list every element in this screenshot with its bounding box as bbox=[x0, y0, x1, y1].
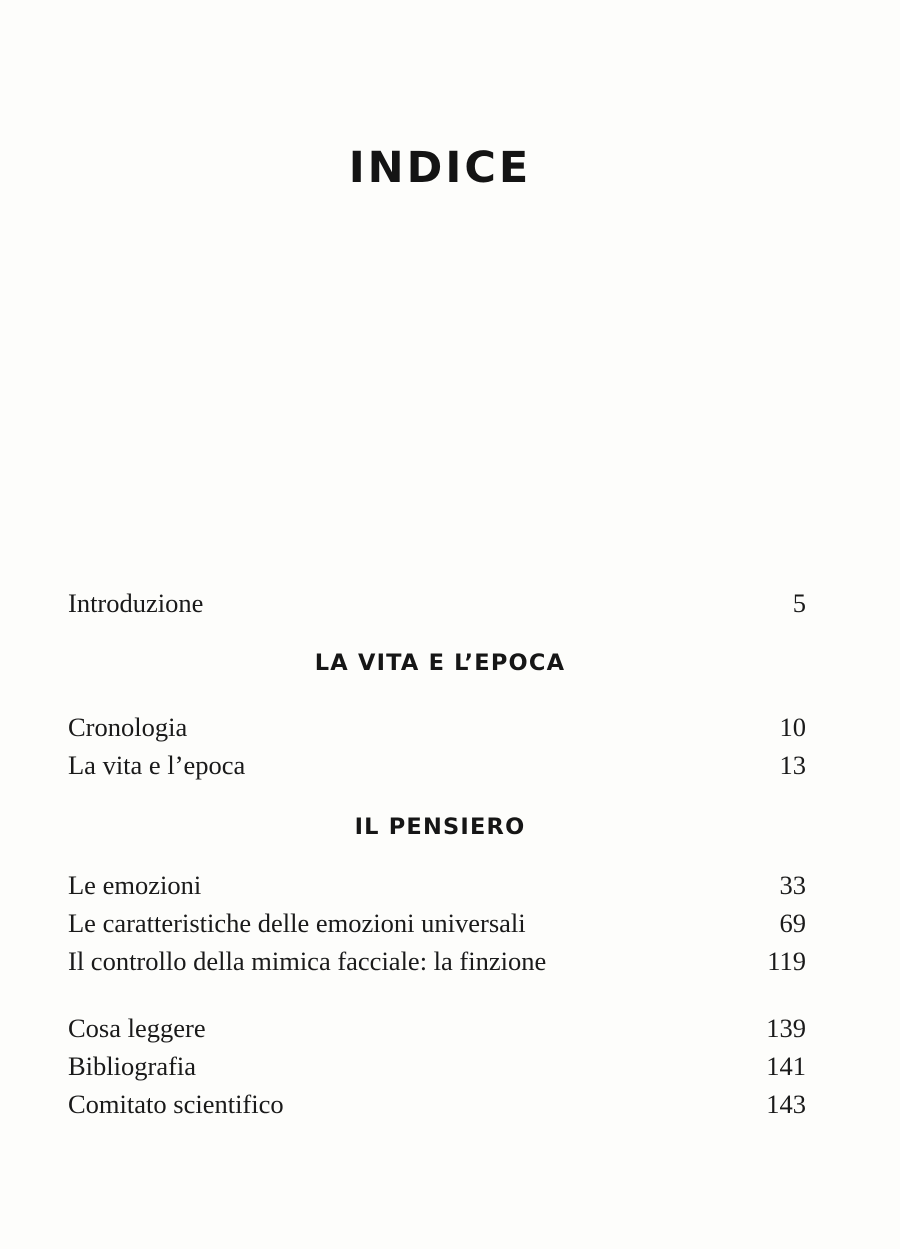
toc-entry-label: Cronologia bbox=[68, 712, 188, 742]
toc-entry bbox=[68, 870, 806, 908]
toc-entry-page: 13 bbox=[779, 750, 806, 780]
toc-entry-page: 141 bbox=[766, 1051, 806, 1081]
page-title: INDICE bbox=[348, 143, 532, 193]
section-heading-vita-epoca: LA VITA E L’EPOCA bbox=[314, 650, 566, 676]
toc-entry bbox=[68, 1013, 806, 1051]
toc-entry-page: 10 bbox=[779, 712, 806, 742]
toc-entry-label: Le caratteristiche delle emozioni universali bbox=[68, 908, 526, 938]
toc-entry-label: Le emozioni bbox=[68, 870, 202, 900]
toc-entry-page: 5 bbox=[792, 588, 806, 618]
toc-entry-label: Il controllo della mimica facciale: la finzione bbox=[68, 946, 547, 976]
toc-entry-label: Bibliografia bbox=[68, 1051, 197, 1081]
toc-entry-page: 33 bbox=[779, 870, 806, 900]
toc-entry-page: 119 bbox=[767, 946, 806, 976]
toc-back-matter bbox=[68, 1013, 806, 1127]
toc-entry bbox=[68, 1051, 806, 1089]
toc-intro bbox=[68, 588, 806, 626]
toc-entry bbox=[68, 1089, 806, 1127]
toc-entry bbox=[68, 946, 806, 984]
toc-entry bbox=[68, 750, 806, 788]
toc-entry-label: Introduzione bbox=[68, 588, 204, 618]
toc-entry-label: Cosa leggere bbox=[68, 1013, 206, 1043]
toc-section-pensiero bbox=[68, 870, 806, 984]
toc-entry-label: Comitato scientifico bbox=[68, 1089, 284, 1119]
toc-entry-page: 139 bbox=[766, 1013, 806, 1043]
toc-section-vita-epoca bbox=[68, 712, 806, 788]
toc-entry bbox=[68, 908, 806, 946]
section-heading-pensiero: IL PENSIERO bbox=[354, 814, 526, 840]
toc-entry bbox=[68, 588, 806, 626]
toc-entry-page: 69 bbox=[779, 908, 806, 938]
toc-entry-page: 143 bbox=[766, 1089, 806, 1119]
toc-entry-label: La vita e l’epoca bbox=[68, 750, 246, 780]
toc-entry bbox=[68, 712, 806, 750]
